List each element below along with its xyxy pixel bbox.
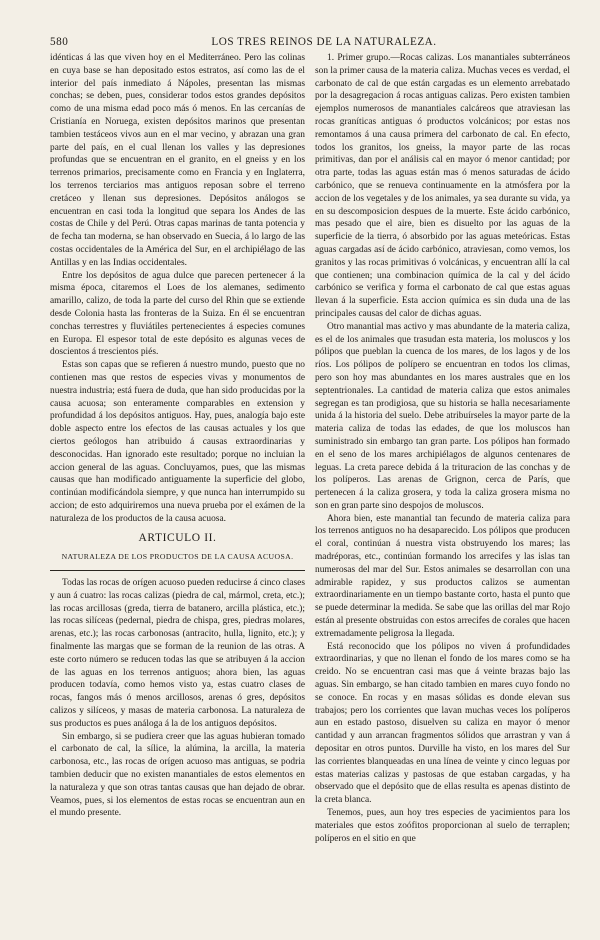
paragraph: idénticas á las que viven hoy en el Mediterráneo. Pero las colinas en cuya base se han depositado estos estratos, así como las de el interior del país inmediato á Nápoles, presentan las mismas conchas; se deben, pues, considerar todos estos grandes depósitos como de una misma edad poco más ó menos. En las cercanías de Cristianía en Noruega, existen depósitos marinos que presentan tambien testáceos vivos aun en el mar vecino, y abrazan una gran parte del país, en el cual llenan los valles y las depresiones profundas que se encuentran en el granito, en el gneiss y en los terrenos primarios, precisamente como en Francia y en Inglaterra, los terrenos terciarios mas antiguos reposan sobre el terreno cretáceo y llenan sus depresiones. Depósitos análogos se encuentran en casi toda la longitud que separa los Andes de las costas de Chile y del Perú. Otras capas marinas de tanta potencia y de fecha tan moderna, se han observado en Suecia, á lo largo de las costas occidentales de la América del Sur, en el archipiélago de las Antillas y en las Indias occidentales.	[50, 53, 305, 268]
section-label: 1. Primer grupo.—Rocas calizas.	[327, 53, 454, 63]
text-columns	[50, 52, 570, 932]
paragraph: Sin embargo, si se pudiera creer que las aguas hubieran tomado el carbonato de cal, la sílice, la alúmina, la arcilla, la materia carbonosa, etc., las rocas de orígen acuoso mas antiguas, se podria tambien deducir que no existen manantiales de estos elementos en la naturaleza y que son otras tantas causas que han dejado de obrar. Veamos, pues, si los elementos de estas rocas se encuentran aun en el mundo presente.	[50, 731, 305, 819]
divider-rule	[50, 570, 305, 571]
paragraph: Ahora bien, este manantial tan fecundo de materia caliza para los terrenos antiguos no ha desaparecido. Los pólipos que producen el coral, continúan á nuestra vista obstruyendo los mares; las madréporas, etc., continúan formando los arrecifes y las islas tan numerosas del mar del Sur. Estos animales se desarrollan con una admirable rapidez, y sus productos calizos se aumentan extraordinariamente en un tiempo bastante corto, hasta el punto que se puede determinar la medida. Se sabe que las orillas del mar Rojo están al presente obstruidas con estos arrecifes de corales que hacen extremadamente peligrosa la llegada.	[315, 513, 570, 639]
paragraph: Tenemos, pues, aun hoy tres especies de yacimientos para los materiales que estos zoófitos proporcionan al suelo de terraplen; políperos en el sitio en que	[315, 808, 570, 844]
right-column	[315, 52, 570, 932]
paragraph: Todas las rocas de orígen acuoso pueden reducirse á cinco clases y aun á cuatro: las rocas calizas (piedra de cal, mármol, creta, etc.); las rocas arcillosas (greda, tierra de batanero, arcilla plástica, etc.); las rocas silíceas (pedernal, piedra de chispa, gres, piedras molares, arenas, etc.); las rocas carbonosas (antracito, hulla, lignito, etc.); y finalmente las margas que se forman de la reunion de las otras. A este corto número se reducen todas las que se atribuyen á la accion de las aguas en los terrenos antiguos; ahora bien, las aguas producen todavía, como hemos visto ya, estas cuatro clases de rocas, fangos más ó menos arcillosos, arenas ó gres, depósitos calizos y silíceos, y masas de materia carbonosa. La naturaleza de sus productos es pues análoga á la de los antiguos depósitos.	[50, 578, 305, 729]
left-column	[50, 52, 305, 932]
article-subtitle: NATURALEZA DE LOS PRODUCTOS DE LA CAUSA ACUOSA.	[61, 552, 294, 562]
paragraph: Estas son capas que se refieren á nuestro mundo, puesto que no contienen mas que restos de especies vivas y monumentos de nuestra industria; está fuera de duda, que han sido producidas por la causa acuosa; son enteramente comparables en extension y profundidad á los depósitos antiguos. Hay, pues, analogía bajo este doble aspecto entre los efectos de las causas actuales y los que ciertos geólogos han atribuido á causas extraordinarias y desconocidas. Han ignorado este resultado; porque no incluian la accion general de las aguas. Concluyamos, pues, que las mismas causas que han modificado antiguamente la superficie del globo, continúan modificándola siempre, y que nunca han interrumpido su accion; de esto adquiriremos una nueva prueba por el exámen de la naturaleza de los productos de la causa acuosa.	[50, 360, 305, 524]
running-title: LOS TRES REINOS DE LA NATURALEZA.	[211, 36, 437, 48]
paragraph: Está reconocido que los pólipos no viven á profundidades extraordinarias, y que no llenan el fondo de los mares como se ha creido. No se encuentran casi mas que á veinte brazas bajo las aguas. Sin embargo, se han citado tambien en mares cuyo fondo no se conoce. En rocas y en masas sólidas es donde elevan sus trabajos; pero los corrientes que lavan muchas veces los políperos aun en estado pastoso, disuelven su caliza en mayor ó menor cantidad y aun arrancan fragmentos sólidos que arrastran y van á depositar en otros puntos. Durville ha visto, en los mares del Sur las corrientes blanqueadas en una línea de veinte y cinco leguas por estas materias calizas y pastosas de que estaban cargadas, y ha observado que el depósito que de ellas resulta es apenas distinto de la creta blanca.	[315, 641, 570, 806]
paragraph-group-heading	[315, 52, 570, 321]
paragraph: Entre los depósitos de agua dulce que parecen pertenecer á la misma época, citaremos el Loes de los alemanes, sedimento amarillo, calizo, de toda la parte del curso del Rhin que se extiende desde Colonia hasta las fronteras de la Suiza. En él se encuentran conchas terrestres y fluviátiles pertenecientes á especies comunes en Europa. El espesor total de este depósito es algunas veces de doscientos á trescientos piés.	[50, 270, 305, 358]
article-heading: ARTICULO II.	[138, 532, 217, 545]
page-number: 580	[50, 36, 69, 48]
paragraph-text: Los manantiales subterráneos son la primer causa de la materia caliza. Muchas veces es verdad, el carbonato de cal de que están cargadas es un elemento arrebatado por la desagregacion á rocas antiguas calizas. Pero existen tambien ejemplos numerosos de manantiales calcáreos que atraviesan las rocas graníticas antiguas ó productos volcánicos; por estas nos remontamos á una causa primera del carbonato de cal. En efecto, todos los granitos, los gneiss, la mayor parte de las rocas primitivas, dan por el análisis cal en mayor ó menor cantidad; por otra parte, todas las aguas están mas ó menos saturadas de ácido carbónico, que se renueva continuamente en la atmósfera por la accion de los vegetales y de los animales, ya sea durante su vida, ya en su descomposicion despues de la muerte. Este ácido carbónico, mas pesado que el aire, bien es disuelto por las aguas de la superficie de la tierra, ó absorbido por las aguas meteóricas. Estas aguas cargadas así de ácido carbónico, atraviesan, como vemos, los granitos y las rocas primitivas ó volcánicas, y encuentran allí la cal que contienen; una combinacion química de la cal y del ácido carbónico se verifica y forma el carbonato de cal que estas aguas llevan á la superficie. Esta accion química es sin duda una de las principales causas del calor de dichas aguas.	[315, 53, 570, 319]
paragraph: Otro manantial mas activo y mas abundante de la materia caliza, es el de los animales que trasudan esta materia, los moluscos y los pólipos que pueblan la cuenca de los mares, de los lagos y de los ríos. Los pólipos de polípero se encuentran en todos los climas, pero son hoy mas abundantes en los mares australes que en los septentrionales. La cantidad de materia caliza que estos animales segregan es tan prodigiosa, que su historia se halla necesariamente unida á la historia del suelo. Debe atribuírseles la mayor parte de la materia caliza de todas las edades, de que los moluscos han suministrado sin embargo tan gran parte. Los pólipos han formado en el seno de los mares archipiélagos de algunos centenares de leguas. La creta parece debida á la trituracion de las conchas y de los políperos. Las arenas de Grignon, cerca de París, que pertenecen á la caliza grosera, y toda la caliza grosera misma no son en gran parte sino despojos de moluscos.	[315, 321, 570, 511]
